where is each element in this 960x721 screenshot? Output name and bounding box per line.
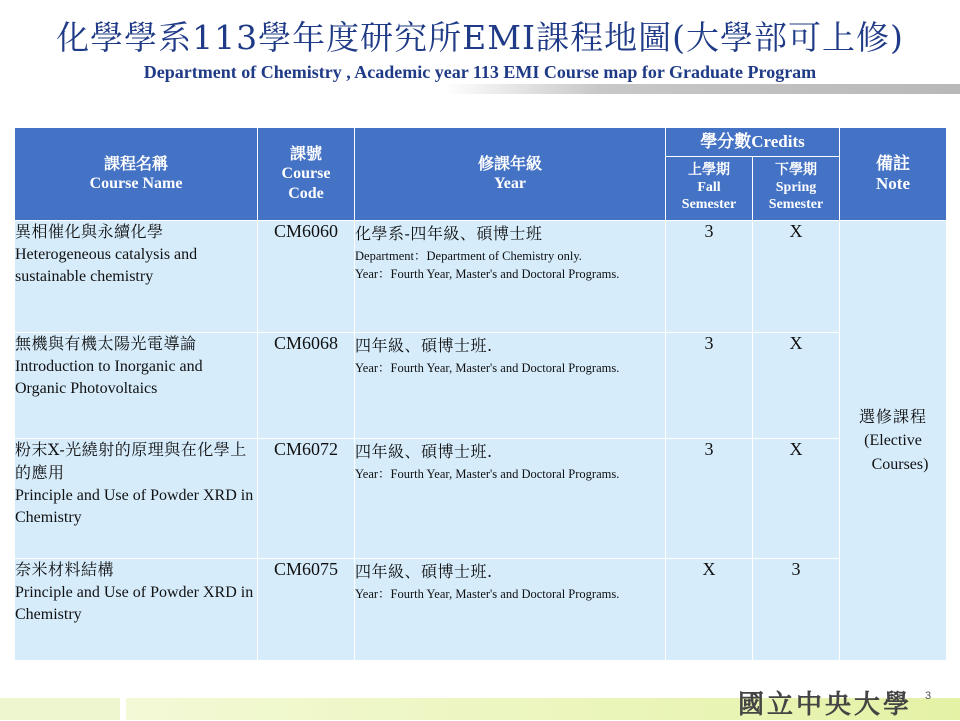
header-note-en: Note <box>876 174 910 193</box>
page-title: 化學學系113學年度研究所EMI課程地圖(大學部可上修) <box>56 18 904 57</box>
course-year-cell <box>355 221 666 333</box>
course-name-en: Heterogeneous catalysis and sustainable chemistry <box>15 246 198 285</box>
course-code: CM6072 <box>258 439 355 559</box>
course-name-zh: 無機與有機太陽光電導論 <box>15 334 197 353</box>
header-credits: 學分數Credits <box>666 128 840 157</box>
course-name-zh: 奈米材料結構 <box>15 560 115 579</box>
course-year-zh: 四年級、碩博士班. <box>355 562 493 581</box>
course-year-cell <box>355 333 666 439</box>
course-year-cell <box>355 559 666 661</box>
course-year-zh: 化學系-四年級、碩博士班 <box>355 224 543 243</box>
header-fall-zh: 上學期 <box>688 163 730 179</box>
table-row <box>15 333 947 439</box>
course-code: CM6075 <box>258 559 355 661</box>
note-zh: 選修課程 <box>859 406 928 426</box>
spring-credit: 3 <box>753 559 840 661</box>
header-fall-semester <box>666 157 753 221</box>
page-subtitle: Department of Chemistry , Academic year 113 EMI Course map for Graduate Program <box>143 62 817 82</box>
course-year-department: Department：Department of Chemistry only. <box>355 249 582 263</box>
course-name-cell <box>15 439 258 559</box>
note-en1: (Elective <box>864 431 922 449</box>
footer-bar-left <box>0 698 120 720</box>
course-code: CM6060 <box>258 221 355 333</box>
course-year-en: Year：Fourth Year, Master's and Doctoral Programs. <box>355 467 620 481</box>
course-name-cell <box>15 559 258 661</box>
header-note <box>840 128 947 221</box>
course-name-en: Introduction to Inorganic and Organic Photovoltaics <box>15 358 203 397</box>
course-year-zh: 四年級、碩博士班. <box>355 442 493 461</box>
course-year-zh: 四年級、碩博士班. <box>355 336 493 355</box>
header-course-name <box>15 128 258 221</box>
course-name-zh: 異相催化與永續化學 <box>15 222 164 241</box>
title-underline-decoration <box>443 84 960 94</box>
header-course-code-en1: Course <box>281 165 331 183</box>
header-year-zh: 修課年級 <box>477 155 542 173</box>
header-spring-semester <box>753 157 840 221</box>
spring-credit: X <box>753 439 840 559</box>
header-course-name-en: Course Name <box>89 175 183 192</box>
course-year-en: Year：Fourth Year, Master's and Doctoral Programs. <box>355 267 620 281</box>
university-logo: 國立中央大學 <box>738 690 913 720</box>
header-course-code <box>258 128 355 221</box>
fall-credit: 3 <box>666 333 753 439</box>
table-row <box>15 559 947 661</box>
header-spring-zh: 下學期 <box>775 163 817 179</box>
spring-credit: X <box>753 221 840 333</box>
note-en2: Courses) <box>871 455 929 473</box>
note-cell <box>840 221 947 661</box>
header-note-zh: 備註 <box>876 153 911 173</box>
header-fall-en2: Semester <box>681 196 737 212</box>
header-course-code-zh: 課號 <box>289 146 322 164</box>
header-course-name-zh: 課程名稱 <box>103 155 168 173</box>
header-spring-en1: Spring <box>775 180 817 196</box>
table-row <box>15 439 947 559</box>
spring-credit: X <box>753 333 840 439</box>
course-year-en: Year：Fourth Year, Master's and Doctoral Programs. <box>355 587 620 601</box>
fall-credit: 3 <box>666 439 753 559</box>
course-year-en: Year：Fourth Year, Master's and Doctoral Programs. <box>355 361 620 375</box>
course-name-zh: 粉末X-光繞射的原理與在化學上的應用 <box>15 440 247 482</box>
course-name-cell <box>15 221 258 333</box>
page-number: 3 <box>925 690 932 702</box>
course-name-cell <box>15 333 258 439</box>
fall-credit: 3 <box>666 221 753 333</box>
course-name-en: Principle and Use of Powder XRD in Chemistry <box>15 584 254 623</box>
course-name-en: Principle and Use of Powder XRD in Chemistry <box>15 487 254 526</box>
header-spring-en2: Semester <box>768 196 824 212</box>
header-year-en: Year <box>494 175 526 192</box>
table-row <box>15 221 947 333</box>
header-fall-en1: Fall <box>697 180 721 196</box>
course-code: CM6068 <box>258 333 355 439</box>
header-year <box>355 128 666 221</box>
header-course-code-en2: Code <box>288 184 324 202</box>
course-year-cell <box>355 439 666 559</box>
fall-credit: X <box>666 559 753 661</box>
course-map-table <box>14 127 947 661</box>
